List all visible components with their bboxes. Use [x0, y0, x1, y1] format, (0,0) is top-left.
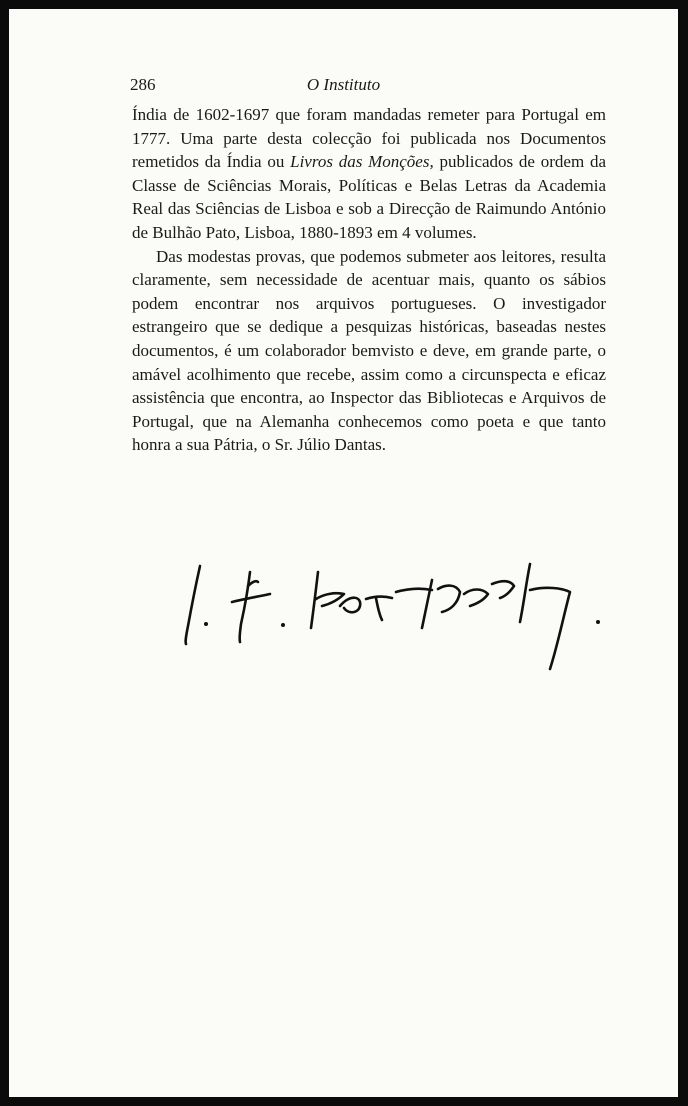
page-number: 286 [130, 75, 156, 94]
paragraph-2: Das modestas provas, que podemos submeter aos leitores, resulta claramente, sem necessidade de acentuar mais, quanto os sábios podem encontrar nos arquivos portugueses. O investigador estrangeiro que se dedique a pesquizas históricas, baseadas nestes documentos, é um colaborador bemvisto e deve, em grande parte, o amável acolhimento que recebe, assim como a circunspecta e eficaz assistência que encontra, ao Inspector das Bibliotecas e Arquivos de Portugal, que na Alemanha conhecemos como poeta e que tanto honra a sua Pátria, o Sr. Júlio Dantas. [132, 246, 606, 455]
paragraph-1 [132, 103, 606, 245]
paragraph-1-text: Índia de 1602-1697 que foram mandadas remeter para Portugal em 1777. Uma parte desta colecção foi publicada nos Documentos remetidos da Índia ou [132, 105, 606, 172]
paragraph-1-text-end: publicados de ordem da Classe de Sciências Morais, Políticas e Belas Letras da Academia Real das Sciências de Lisboa e sob a Direcção de Raimundo António de Bulhão Pato, Lisboa, 1880-1893 em 4 volumes. [132, 152, 606, 242]
document-page [9, 9, 678, 1097]
body-text [132, 103, 606, 457]
running-title: O Instituto [306, 75, 381, 94]
handwritten-signature [170, 544, 610, 684]
book-title-italic: Livros das Monções, [290, 152, 434, 172]
running-head [9, 75, 678, 99]
